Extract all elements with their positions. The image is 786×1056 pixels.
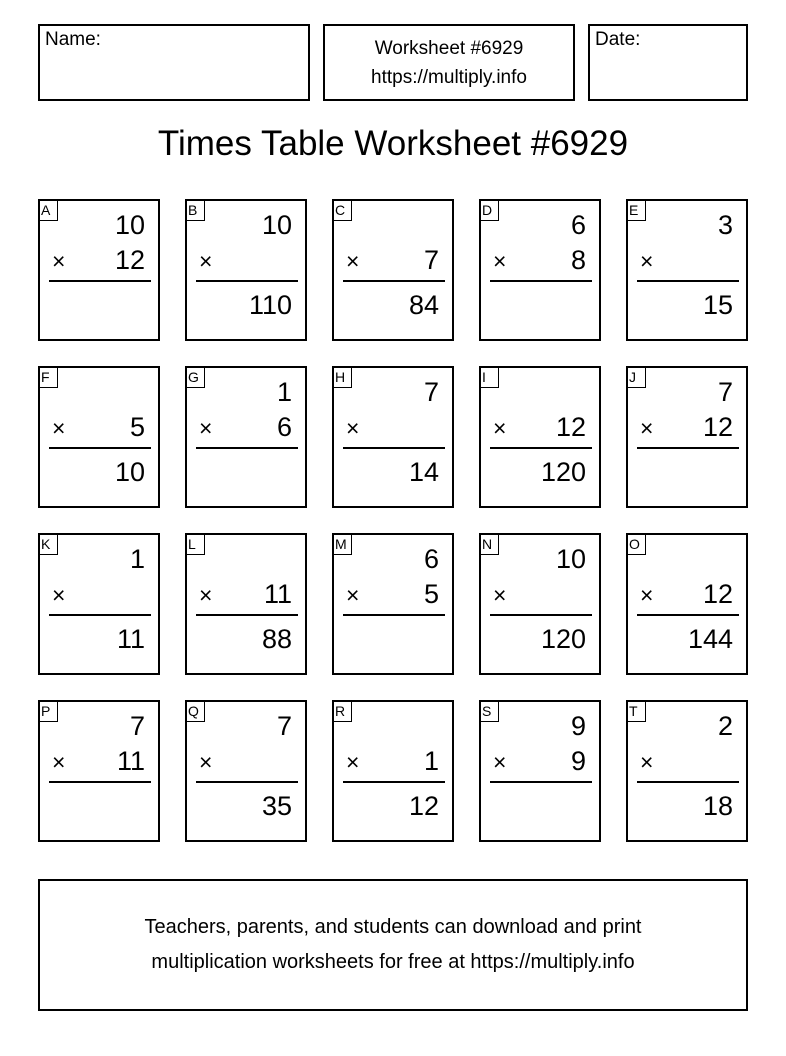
times-sign: × [493, 415, 507, 441]
answer-rule [196, 781, 298, 783]
answer-rule [490, 781, 592, 783]
problem-letter: B [185, 199, 205, 221]
date-box [588, 24, 748, 101]
footer-note [38, 879, 748, 1011]
times-sign: × [346, 582, 360, 608]
footer-line-1: Teachers, parents, and students can download and print [144, 916, 642, 938]
product: 84 [408, 290, 439, 320]
multiplier: 8 [570, 245, 586, 275]
product: 120 [540, 624, 586, 654]
multiplicand: 10 [555, 544, 586, 574]
times-sign: × [52, 415, 66, 441]
problem-cell [38, 199, 160, 341]
times-sign: × [346, 248, 360, 274]
problem-cell [38, 366, 160, 508]
problem-letter: A [38, 199, 58, 221]
problem-letter: P [38, 700, 58, 722]
product: 15 [702, 290, 733, 320]
problem-cell [38, 700, 160, 842]
times-sign: × [640, 582, 654, 608]
times-sign: × [640, 415, 654, 441]
date-label: Date: [595, 29, 641, 50]
problem-letter: N [479, 533, 499, 555]
problem-cell [332, 366, 454, 508]
problem-letter: T [626, 700, 646, 722]
problem-cell [626, 366, 748, 508]
answer-rule [637, 447, 739, 449]
answer-rule [196, 447, 298, 449]
answer-rule [490, 280, 592, 282]
problem-cell [185, 199, 307, 341]
problem-cell [626, 533, 748, 675]
problem-letter: H [332, 366, 352, 388]
answer-rule [196, 614, 298, 616]
name-box [38, 24, 310, 101]
multiplier: 7 [423, 245, 439, 275]
multiplicand: 7 [717, 377, 733, 407]
worksheet-id-box [323, 24, 575, 101]
multiplicand: 6 [570, 210, 586, 240]
multiplicand: 1 [276, 377, 292, 407]
multiplier: 9 [570, 746, 586, 776]
problem-cell [479, 700, 601, 842]
answer-rule [343, 447, 445, 449]
product: 11 [116, 624, 145, 654]
answer-rule [49, 781, 151, 783]
answer-rule [49, 447, 151, 449]
answer-rule [490, 614, 592, 616]
problem-cell [479, 199, 601, 341]
answer-rule [49, 614, 151, 616]
problem-letter: S [479, 700, 499, 722]
problem-letter: C [332, 199, 352, 221]
product: 35 [261, 791, 292, 821]
multiplier: 5 [129, 412, 145, 442]
worksheet-number: Worksheet #6929 [374, 37, 524, 59]
multiplicand: 6 [423, 544, 439, 574]
page-title: Times Table Worksheet #6929 [157, 124, 629, 163]
multiplier: 5 [423, 579, 439, 609]
problem-letter: Q [185, 700, 205, 722]
multiplier: 1 [423, 746, 439, 776]
product: 12 [408, 791, 439, 821]
times-sign: × [52, 582, 66, 608]
problem-cell [38, 533, 160, 675]
problem-letter: O [626, 533, 646, 555]
problem-letter: F [38, 366, 58, 388]
times-sign: × [346, 749, 360, 775]
problem-letter: D [479, 199, 499, 221]
times-sign: × [199, 582, 213, 608]
times-sign: × [52, 248, 66, 274]
problem-letter: L [185, 533, 205, 555]
problem-letter: M [332, 533, 352, 555]
problem-letter: J [626, 366, 646, 388]
multiplier: 11 [116, 746, 145, 776]
multiplicand: 9 [570, 711, 586, 741]
multiplier: 12 [114, 245, 145, 275]
times-sign: × [52, 749, 66, 775]
problem-letter: G [185, 366, 205, 388]
product: 88 [261, 624, 292, 654]
answer-rule [637, 781, 739, 783]
problem-cell [479, 366, 601, 508]
times-sign: × [493, 248, 507, 274]
times-sign: × [199, 248, 213, 274]
multiplier: 12 [555, 412, 586, 442]
product: 18 [702, 791, 733, 821]
problem-letter: R [332, 700, 352, 722]
times-sign: × [493, 749, 507, 775]
problem-letter: K [38, 533, 58, 555]
multiplier: 6 [276, 412, 292, 442]
answer-rule [343, 280, 445, 282]
product: 10 [114, 457, 145, 487]
multiplier: 12 [702, 412, 733, 442]
answer-rule [49, 280, 151, 282]
worksheet-site: https://multiply.info [371, 66, 527, 88]
times-sign: × [640, 749, 654, 775]
problem-cell [185, 533, 307, 675]
product: 14 [408, 457, 439, 487]
product: 110 [248, 290, 292, 320]
multiplicand: 7 [276, 711, 292, 741]
problem-cell [332, 700, 454, 842]
times-sign: × [199, 415, 213, 441]
answer-rule [343, 781, 445, 783]
problem-cell [479, 533, 601, 675]
problem-cell [626, 700, 748, 842]
answer-rule [637, 280, 739, 282]
name-label: Name: [45, 29, 101, 50]
problem-cell [332, 533, 454, 675]
problem-cell [626, 199, 748, 341]
times-sign: × [493, 582, 507, 608]
multiplicand: 2 [717, 711, 733, 741]
multiplicand: 7 [129, 711, 145, 741]
multiplicand: 7 [423, 377, 439, 407]
problem-cell [185, 366, 307, 508]
multiplicand: 10 [114, 210, 145, 240]
multiplier: 12 [702, 579, 733, 609]
footer-line-2: multiplication worksheets for free at https://multiply.info [151, 951, 635, 973]
answer-rule [196, 280, 298, 282]
multiplicand: 3 [717, 210, 733, 240]
product: 120 [540, 457, 586, 487]
multiplicand: 10 [261, 210, 292, 240]
problem-letter: E [626, 199, 646, 221]
problem-cell [185, 700, 307, 842]
problem-letter: I [479, 366, 499, 388]
answer-rule [637, 614, 739, 616]
times-sign: × [640, 248, 654, 274]
answer-rule [343, 614, 445, 616]
product: 144 [687, 624, 733, 654]
multiplicand: 1 [129, 544, 145, 574]
problem-cell [332, 199, 454, 341]
answer-rule [490, 447, 592, 449]
times-sign: × [346, 415, 360, 441]
times-sign: × [199, 749, 213, 775]
multiplier: 11 [263, 579, 292, 609]
